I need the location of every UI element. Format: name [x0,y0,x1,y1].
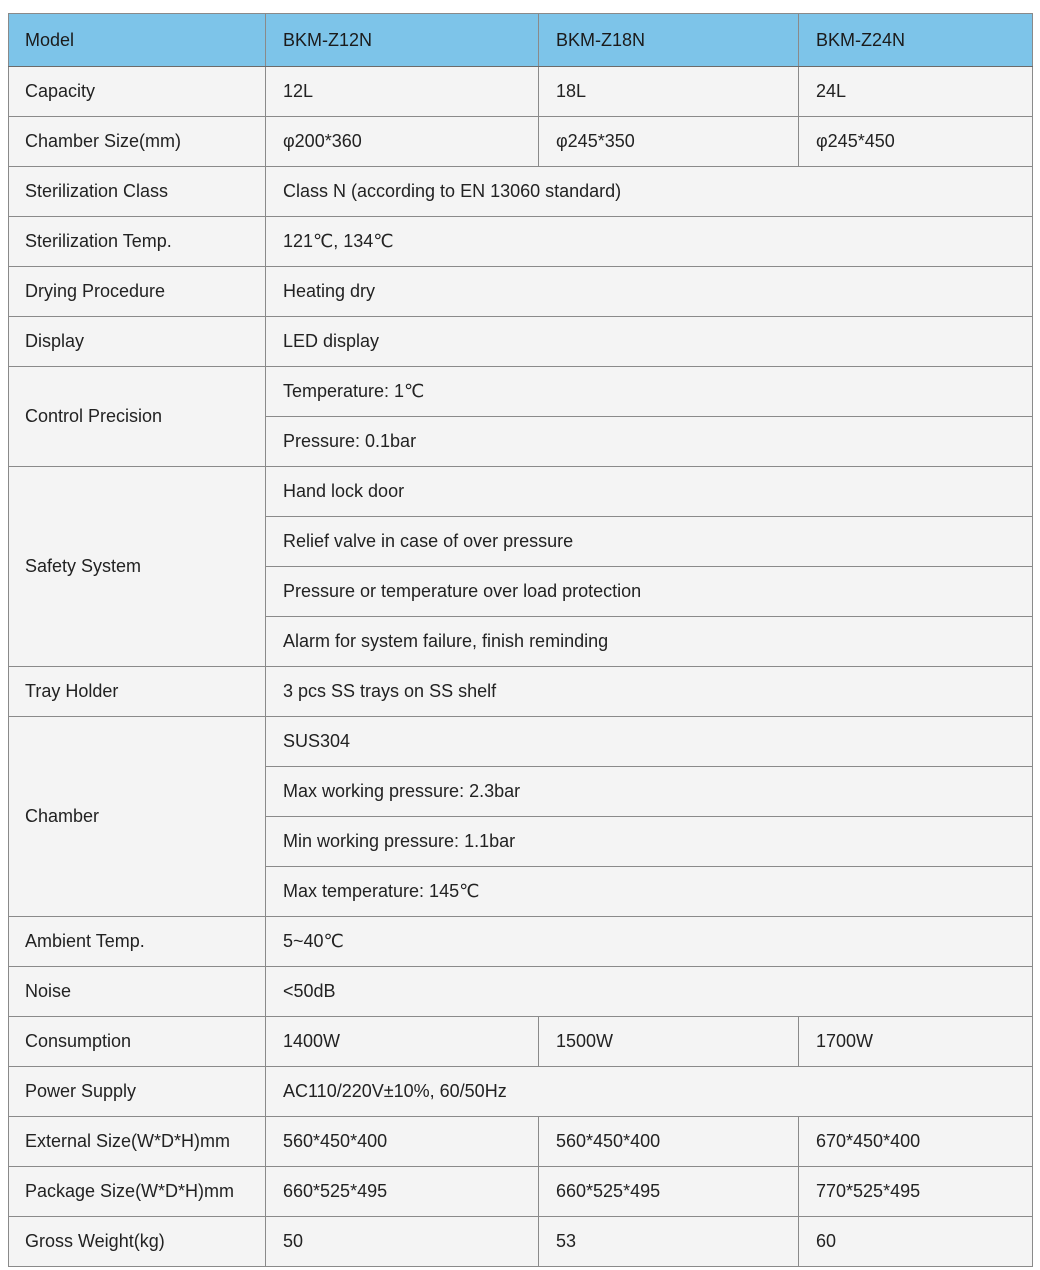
table-row-package-size [9,1167,1033,1217]
cell-value: 24L [799,67,1033,117]
cell-value: 12L [266,67,539,117]
model-name: BKM-Z12N [266,14,539,67]
cell-value: 3 pcs SS trays on SS shelf [266,667,1033,717]
row-label: Chamber [9,717,266,917]
cell-value: 660*525*495 [539,1167,799,1217]
cell-value: 1500W [539,1017,799,1067]
row-label: Drying Procedure [9,267,266,317]
row-label: Package Size(W*D*H)mm [9,1167,266,1217]
header-label: Model [9,14,266,67]
cell-value: 660*525*495 [266,1167,539,1217]
table-row-consumption [9,1017,1033,1067]
cell-value: Pressure or temperature over load protection [266,567,1033,617]
table-row-capacity [9,67,1033,117]
table-row-chamber [9,717,1033,767]
table-row-external-size [9,1117,1033,1167]
table-row-drying-procedure [9,267,1033,317]
table-row-chamber-size [9,117,1033,167]
table-row-ambient-temp [9,917,1033,967]
cell-value: Pressure: 0.1bar [266,417,1033,467]
cell-value: Heating dry [266,267,1033,317]
row-label: Consumption [9,1017,266,1067]
cell-value: 560*450*400 [539,1117,799,1167]
table-header-row [9,14,1033,67]
cell-value: 60 [799,1217,1033,1267]
model-name: BKM-Z24N [799,14,1033,67]
row-label: Gross Weight(kg) [9,1217,266,1267]
cell-value: SUS304 [266,717,1033,767]
cell-value: φ245*350 [539,117,799,167]
table-row-power-supply [9,1067,1033,1117]
cell-value: Min working pressure: 1.1bar [266,817,1033,867]
row-label: External Size(W*D*H)mm [9,1117,266,1167]
row-label: Sterilization Class [9,167,266,217]
cell-value: 50 [266,1217,539,1267]
table-row-sterilization-temp [9,217,1033,267]
cell-value: 5~40℃ [266,917,1033,967]
cell-value: 53 [539,1217,799,1267]
cell-value: Max working pressure: 2.3bar [266,767,1033,817]
row-label: Sterilization Temp. [9,217,266,267]
cell-value: AC110/220V±10%, 60/50Hz [266,1067,1033,1117]
row-label: Tray Holder [9,667,266,717]
table-row-control-precision [9,367,1033,417]
cell-value: 1700W [799,1017,1033,1067]
cell-value: Hand lock door [266,467,1033,517]
row-label: Ambient Temp. [9,917,266,967]
table-row-gross-weight [9,1217,1033,1267]
cell-value: 18L [539,67,799,117]
table-row-tray-holder [9,667,1033,717]
cell-value: φ200*360 [266,117,539,167]
cell-value: Temperature: 1℃ [266,367,1033,417]
row-label: Power Supply [9,1067,266,1117]
row-label: Display [9,317,266,367]
cell-value: 670*450*400 [799,1117,1033,1167]
spec-table [8,13,1033,1267]
row-label: Capacity [9,67,266,117]
row-label: Noise [9,967,266,1017]
row-label: Control Precision [9,367,266,467]
table-row-safety-system [9,467,1033,517]
table-row-sterilization-class [9,167,1033,217]
cell-value: 1400W [266,1017,539,1067]
table-row-noise [9,967,1033,1017]
row-label: Chamber Size(mm) [9,117,266,167]
cell-value: Max temperature: 145℃ [266,867,1033,917]
cell-value: Alarm for system failure, finish reminding [266,617,1033,667]
table-row-display [9,317,1033,367]
row-label: Safety System [9,467,266,667]
cell-value: 121℃, 134℃ [266,217,1033,267]
cell-value: LED display [266,317,1033,367]
cell-value: 560*450*400 [266,1117,539,1167]
cell-value: Relief valve in case of over pressure [266,517,1033,567]
cell-value: <50dB [266,967,1033,1017]
cell-value: φ245*450 [799,117,1033,167]
model-name: BKM-Z18N [539,14,799,67]
cell-value: Class N (according to EN 13060 standard) [266,167,1033,217]
cell-value: 770*525*495 [799,1167,1033,1217]
